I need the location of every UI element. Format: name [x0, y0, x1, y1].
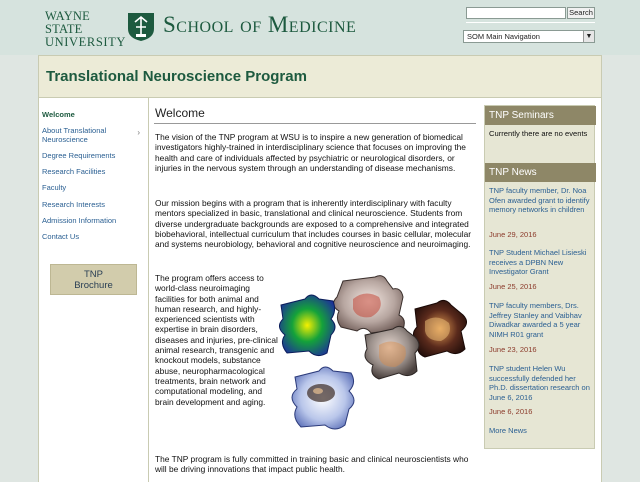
- left-navigation: [38, 98, 148, 482]
- right-sidebar: [484, 105, 595, 449]
- vision-paragraph: The vision of the TNP program at WSU is to inspire a new generation of biomedical investigators highly-trained in interdisciplinary science that focuses on improving the health and care of individuals affected by psychiatric or neurological disorders, or injuries in the nervous system through an understanding of disease mechanisms.: [155, 132, 466, 173]
- wsu-logo[interactable]: [45, 9, 126, 49]
- program-title: Translational Neuroscience Program: [46, 68, 307, 85]
- nav-item-research-facilities[interactable]: Research Facilities: [42, 167, 106, 176]
- news-item-date: June 23, 2016: [489, 345, 537, 354]
- mission-paragraph: Our mission begins with a program that is inherently interdisciplinary with faculty mentors specialized in basic, translational and clinical neuroscience. Students from diverse undergraduate backgrounds are exposed to a comprehensive and integrated biobehavioral, intellectual curriculum that includes courses in basic cellular, molecular and systems neurobiology, behavioral and cognitive neuroscience and neuroimaging.: [155, 198, 472, 250]
- main-navigation-select[interactable]: [463, 30, 595, 43]
- nav-item-research-interests[interactable]: Research Interests: [42, 200, 105, 209]
- nav-item-degree-requirements[interactable]: Degree Requirements: [42, 151, 116, 160]
- chevron-down-icon[interactable]: ▼: [583, 31, 594, 42]
- commitment-paragraph: The TNP program is fully committed in training basic and clinical neuroscientists who will be driving innovations that impact public health.: [155, 454, 469, 475]
- search-input[interactable]: [466, 7, 566, 19]
- nav-item-about[interactable]: [42, 126, 142, 144]
- nav-item-welcome[interactable]: Welcome: [42, 110, 75, 119]
- site-header: [0, 0, 640, 55]
- logo-line1: WAYNE STATE: [45, 9, 90, 36]
- news-item-link[interactable]: TNP student Helen Wu successfully defended her Ph.D. dissertation research on June 6, 2016: [489, 364, 590, 402]
- school-title[interactable]: School of Medicine: [163, 12, 357, 37]
- wsu-shield-icon[interactable]: [127, 12, 155, 42]
- neuroimaging-puzzle-image: [275, 275, 470, 450]
- nav-item-faculty[interactable]: Faculty: [42, 183, 67, 192]
- brochure-line1: TNP: [84, 269, 103, 280]
- tnp-brochure-button[interactable]: [50, 264, 137, 295]
- logo-line2: UNIVERSITY: [45, 35, 126, 49]
- news-item-link[interactable]: TNP Student Michael Lisieski receives a DPBN New Investigator Grant: [489, 248, 587, 276]
- news-item-date: June 6, 2016: [489, 407, 533, 416]
- header-divider: [466, 22, 595, 23]
- brochure-line2: Brochure: [74, 280, 113, 291]
- title-divider: [154, 123, 476, 124]
- news-item-date: June 29, 2016: [489, 230, 537, 239]
- nav-item-contact[interactable]: Contact Us: [42, 232, 80, 241]
- news-item-link[interactable]: TNP faculty member, Dr. Noa Ofen awarded grant to identify memory networks in children: [489, 186, 590, 214]
- program-banner: [38, 55, 602, 98]
- seminars-header: TNP Seminars: [485, 106, 596, 125]
- facilities-paragraph: The program offers access to world-class neuroimaging facilities for both animal and human research, and highly-experienced scientists with expertise in brain disorders, diseases and injuries, pre-clinical animal research, transgenic and knockout models, substance abuse, neuropharmacological treatments, brain network and computational modeling, and brain development and aging.: [155, 273, 278, 407]
- search-button[interactable]: Search: [567, 7, 595, 19]
- chevron-right-icon: ›: [137, 128, 140, 137]
- news-item-date: June 25, 2016: [489, 282, 537, 291]
- page-title: Welcome: [155, 106, 205, 120]
- more-news-link[interactable]: More News: [489, 426, 527, 435]
- news-header: TNP News: [485, 163, 596, 182]
- nav-item-label: About Translational Neuroscience: [42, 126, 107, 144]
- news-item-link[interactable]: TNP faculty members, Drs. Jeffrey Stanley and Vaibhav Diwadkar awarded a 5 year NIMH R01 grant: [489, 301, 582, 339]
- nav-item-admission[interactable]: Admission Information: [42, 216, 117, 225]
- seminars-text: Currently there are no events: [489, 129, 588, 138]
- nav-select-value: SOM Main Navigation: [467, 32, 540, 41]
